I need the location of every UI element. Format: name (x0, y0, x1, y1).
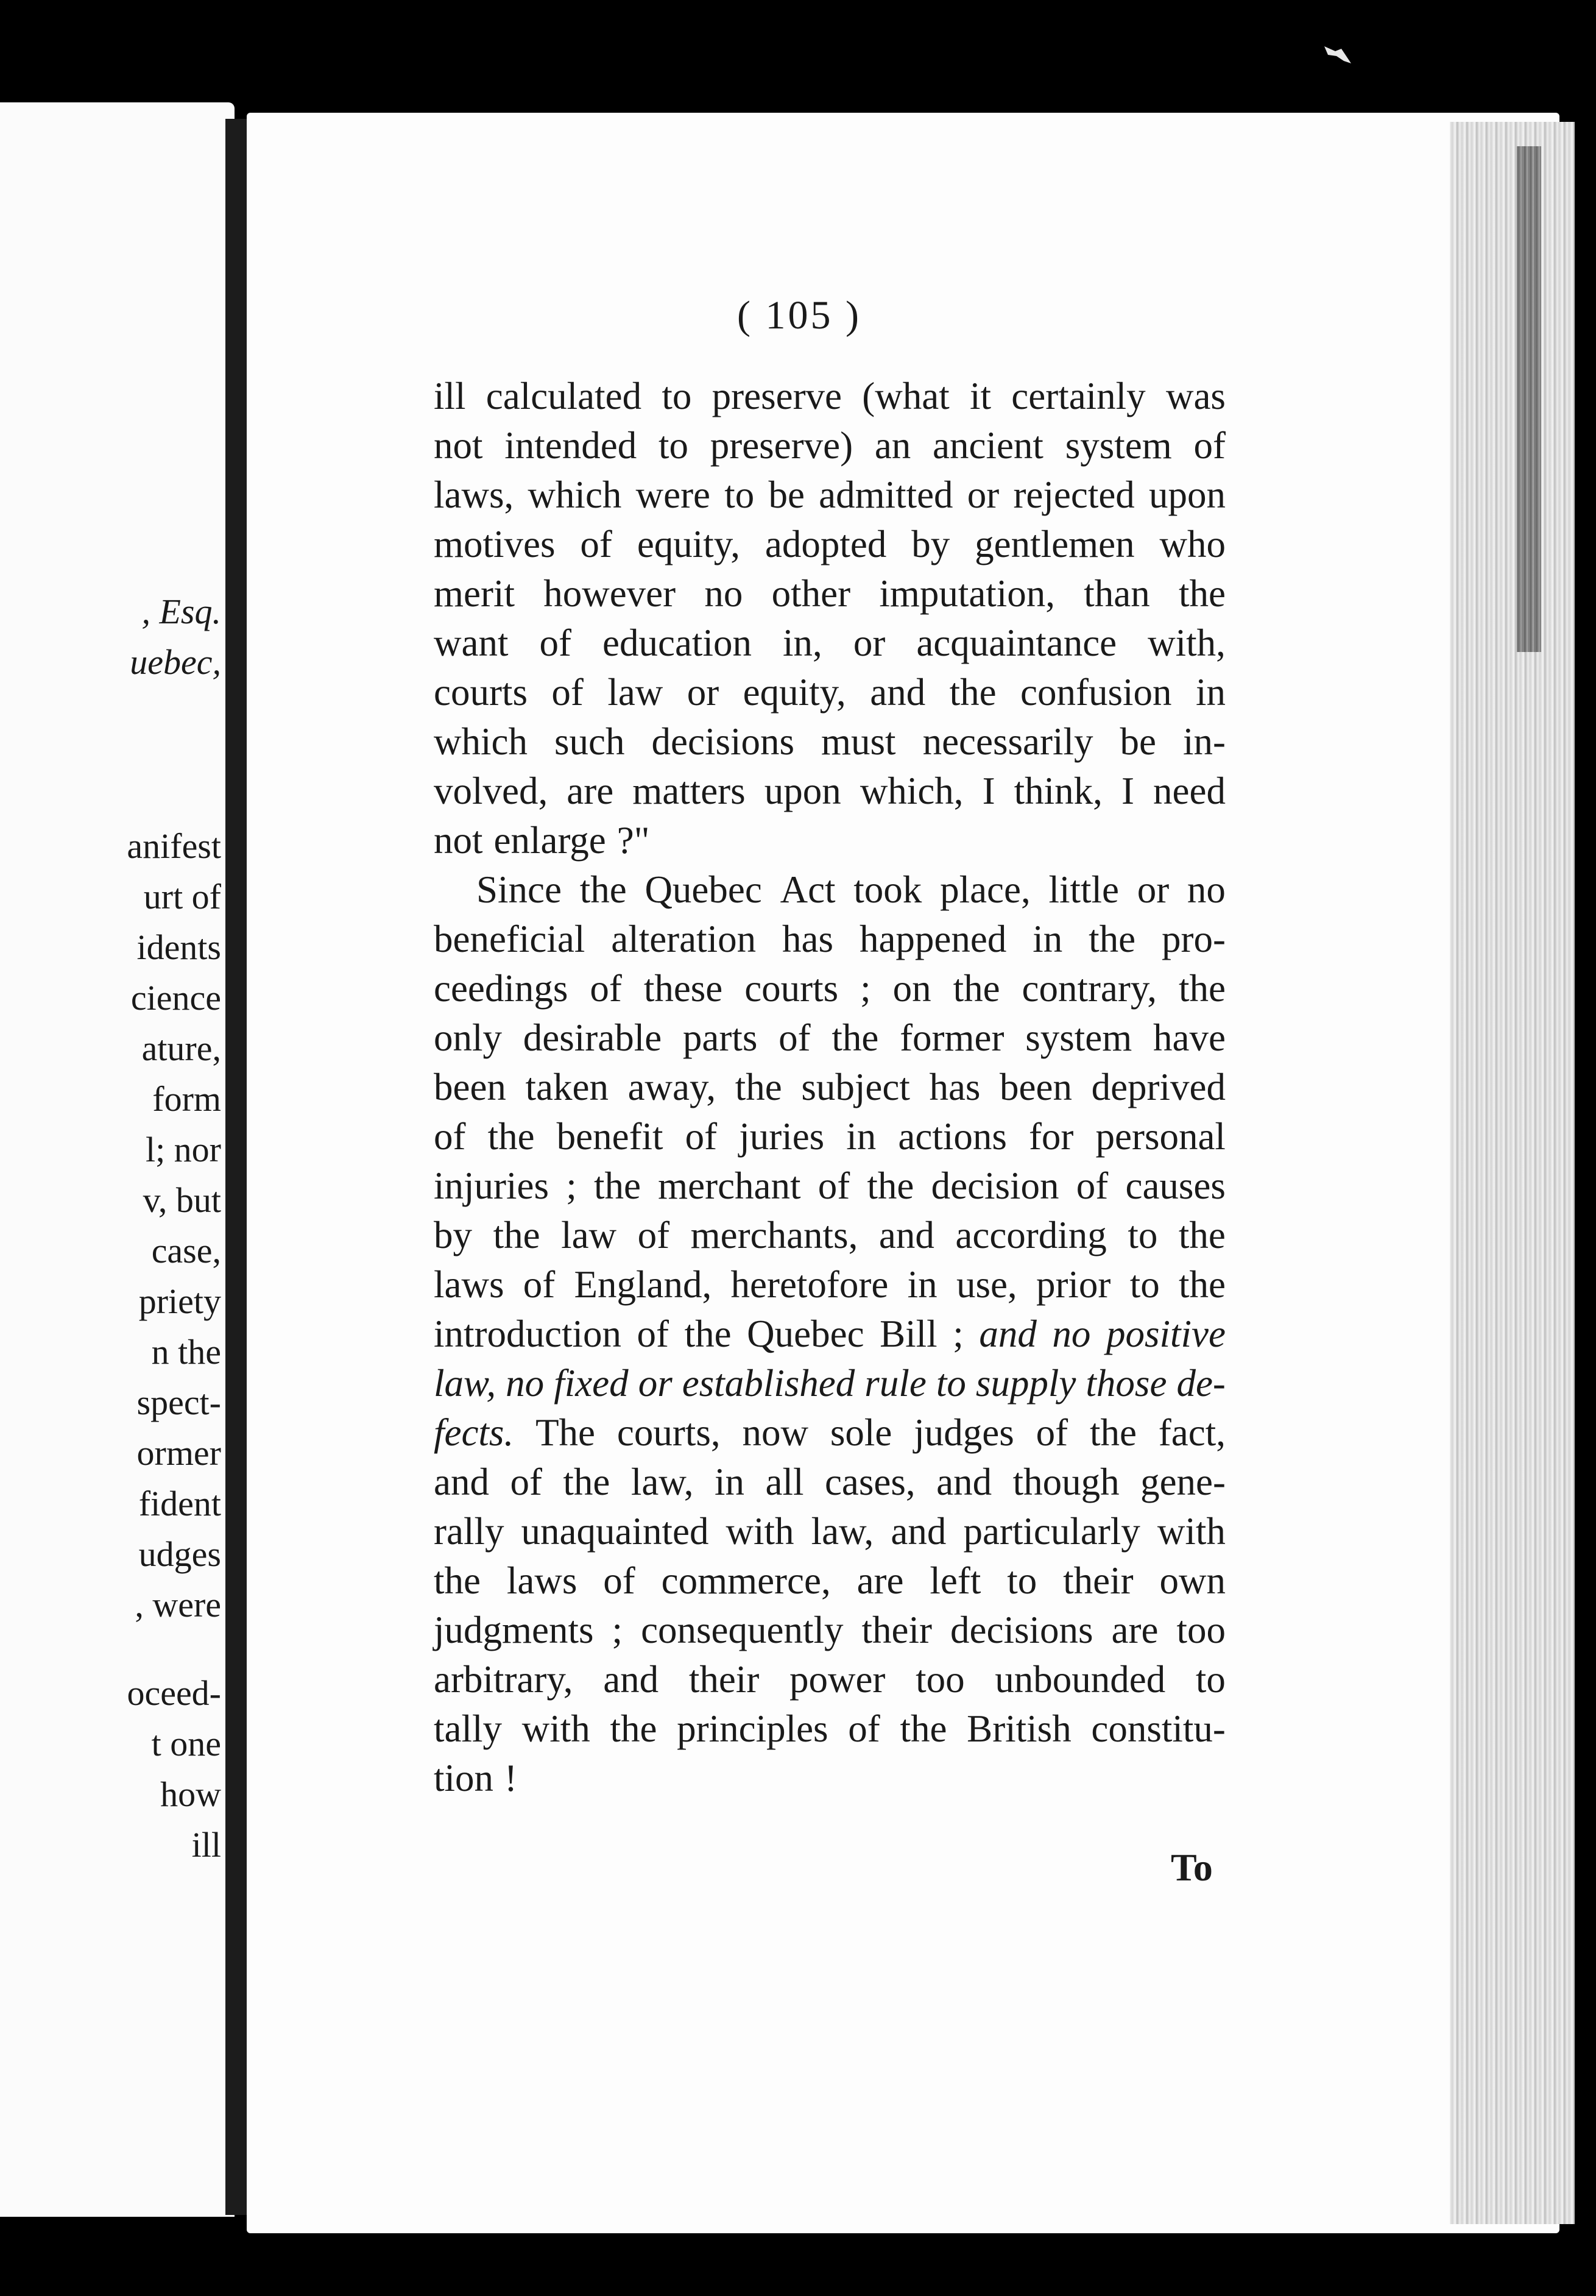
word: by (434, 1214, 472, 1256)
word: or (1137, 868, 1170, 911)
word: and (979, 1313, 1037, 1355)
word: adopted (764, 523, 887, 565)
left-page-line: anifest (127, 826, 221, 866)
word: the (493, 1214, 540, 1256)
word: in (846, 1115, 877, 1158)
left-page-line: how (160, 1774, 221, 1814)
word: in (1195, 671, 1226, 714)
word: I (982, 770, 995, 812)
page-edge-shadow (1517, 146, 1541, 652)
word: which (434, 720, 528, 763)
word: of (1036, 1411, 1068, 1454)
catchword: To (1171, 1846, 1213, 1889)
word: of (848, 1707, 880, 1750)
word: the (487, 1115, 535, 1158)
page-number: ( 105 ) (737, 293, 861, 338)
word: England, (574, 1263, 712, 1306)
word: too (1176, 1609, 1226, 1651)
word: laws (506, 1559, 577, 1602)
word: has (782, 918, 834, 960)
text-line (434, 421, 1226, 470)
word: to (1129, 1263, 1160, 1306)
word: ?" (616, 819, 650, 862)
word: contrary, (1022, 967, 1157, 1010)
word: gentlemen (975, 523, 1135, 565)
word: system (1065, 424, 1172, 467)
word: rule (864, 1362, 927, 1405)
word: consequently (641, 1609, 844, 1651)
word: motives (434, 523, 556, 565)
word: law, (811, 1510, 874, 1553)
word: of (523, 1263, 556, 1306)
word: merchant (658, 1164, 801, 1207)
word: upon (764, 770, 841, 812)
word: parts (682, 1016, 758, 1059)
word: be (768, 473, 805, 516)
text-line (434, 1013, 1226, 1063)
word: with, (1148, 622, 1226, 664)
word: decision (931, 1164, 1059, 1207)
word: the (867, 1164, 914, 1207)
text-line (434, 1063, 1226, 1112)
word: law (607, 671, 663, 714)
word: necessarily (922, 720, 1093, 763)
left-page-line: udges (138, 1534, 221, 1574)
word: merit (434, 572, 515, 615)
word: such (554, 720, 625, 763)
word: other (771, 572, 851, 615)
word: happened (859, 918, 1007, 960)
word: of (510, 1461, 542, 1503)
word: or (853, 622, 886, 664)
left-page-line: urt of (143, 877, 221, 916)
word: these (643, 967, 723, 1010)
word: and (603, 1658, 659, 1701)
left-page-line: ill (191, 1825, 221, 1865)
text-line (434, 372, 1226, 421)
word: particularly (963, 1510, 1140, 1553)
word: their (688, 1658, 760, 1701)
word: rejected (1013, 473, 1135, 516)
left-page-line: oceed- (127, 1673, 221, 1713)
word: matters (632, 770, 746, 812)
word: of (779, 1016, 811, 1059)
word: be (1120, 720, 1156, 763)
word: causes (1125, 1164, 1226, 1207)
text-line (434, 1260, 1226, 1309)
word: ! (504, 1757, 517, 1799)
word: ; (860, 967, 871, 1010)
word: their (1063, 1559, 1134, 1602)
word: sole (830, 1411, 892, 1454)
word: to (724, 473, 755, 516)
word: was (1165, 375, 1226, 417)
word: no (1052, 1313, 1091, 1355)
word: decisions (950, 1609, 1093, 1651)
word: certainly (1011, 375, 1146, 417)
word: of (637, 1214, 670, 1256)
text-line (434, 668, 1226, 717)
word: place, (940, 868, 1031, 911)
word: to (1007, 1559, 1037, 1602)
word: the (832, 1016, 879, 1059)
word: law, (630, 1461, 694, 1503)
word: are (856, 1559, 904, 1602)
word: to (1128, 1214, 1158, 1256)
word: system (1025, 1016, 1132, 1059)
word: preserve (711, 375, 842, 417)
text-line (434, 1704, 1226, 1754)
word: took (853, 868, 922, 911)
word: acquaintance (916, 622, 1117, 664)
text-line (434, 1408, 1226, 1458)
word: need (1153, 770, 1226, 812)
word: the (1178, 1214, 1226, 1256)
word: ill (434, 375, 466, 417)
word: has (929, 1066, 981, 1108)
word: rally (434, 1510, 504, 1553)
word: desirable (523, 1016, 662, 1059)
word: the (593, 1164, 641, 1207)
word: de- (1176, 1362, 1226, 1405)
left-page-line: spect- (136, 1383, 221, 1422)
text-line (434, 1359, 1226, 1408)
word: courts (744, 967, 839, 1010)
corner-mark-icon (1323, 43, 1352, 67)
word: their (861, 1609, 932, 1651)
word: and (891, 1510, 947, 1553)
word: juries (739, 1115, 825, 1158)
text-line (434, 915, 1226, 964)
word: gene- (1140, 1461, 1226, 1503)
word: to (1195, 1658, 1226, 1701)
word: of (551, 671, 584, 714)
word: calculated (486, 375, 642, 417)
text-line (434, 1507, 1226, 1556)
word: own (1159, 1559, 1226, 1602)
word: established (682, 1362, 855, 1405)
word: Act (780, 868, 836, 911)
word: with (1157, 1510, 1226, 1553)
text-line (434, 865, 1226, 915)
word: the (1089, 1411, 1137, 1454)
word: to (936, 1362, 966, 1405)
word: I (1121, 770, 1134, 812)
word: heretofore (730, 1263, 889, 1306)
word: of (817, 1164, 850, 1207)
word: ; (612, 1609, 623, 1651)
word: tion (434, 1757, 494, 1799)
word: been (1000, 1066, 1072, 1108)
word: than (1084, 572, 1150, 615)
word: though (1012, 1461, 1120, 1503)
word: and (434, 1461, 489, 1503)
left-page-line: , were (135, 1585, 221, 1625)
word: courts, (616, 1411, 721, 1454)
word: ; (566, 1164, 577, 1207)
text-line (434, 1161, 1226, 1211)
page-edges (1450, 122, 1575, 2224)
word: commerce, (661, 1559, 831, 1602)
word: law (561, 1214, 617, 1256)
text-line (434, 1556, 1226, 1606)
text-line (434, 816, 1226, 865)
word: been (434, 1066, 506, 1108)
word: laws (434, 1263, 504, 1306)
word: on (892, 967, 931, 1010)
word: beneficial (434, 918, 585, 960)
word: no (1187, 868, 1226, 911)
word: in (907, 1263, 937, 1306)
word: Quebec (747, 1313, 864, 1355)
word: to (662, 375, 692, 417)
word: are (567, 770, 614, 812)
body-text (434, 372, 1226, 1803)
word: which, (860, 770, 964, 812)
word: Bill (880, 1313, 937, 1355)
word: personal (1095, 1115, 1226, 1158)
word: have (1153, 1016, 1226, 1059)
left-page-line: fident (138, 1484, 221, 1523)
word: the (579, 868, 627, 911)
word: of (590, 967, 622, 1010)
word: intended (504, 424, 637, 467)
word: laws, (434, 473, 514, 516)
word: by (911, 523, 950, 565)
word: of (603, 1559, 635, 1602)
word: arbitrary, (434, 1658, 573, 1701)
word: use, (956, 1263, 1017, 1306)
word: the (1179, 1263, 1226, 1306)
word: however (543, 572, 676, 615)
word: the (735, 1066, 782, 1108)
word: decisions (651, 720, 794, 763)
left-page-line: cience (130, 978, 221, 1018)
word: those (1086, 1362, 1167, 1405)
text-line (434, 470, 1226, 520)
word: of (580, 523, 612, 565)
word: who (1159, 523, 1226, 565)
word: in- (1182, 720, 1226, 763)
word: in, (783, 622, 822, 664)
word: and (878, 1214, 934, 1256)
text-line (434, 618, 1226, 668)
left-page-line: ature, (141, 1029, 221, 1068)
text-line (434, 1458, 1226, 1507)
word: pro- (1162, 918, 1226, 960)
word: ceedings (434, 967, 568, 1010)
left-page-line: priety (138, 1281, 221, 1321)
text-line (434, 569, 1226, 618)
word: the (953, 967, 1000, 1010)
word: merchants, (690, 1214, 858, 1256)
word: fixed (554, 1362, 629, 1405)
word: think, (1014, 770, 1103, 812)
word: judgments (434, 1609, 594, 1651)
word: not (434, 424, 483, 467)
word: British (967, 1707, 1072, 1750)
text-line (434, 1754, 1226, 1803)
word: now (742, 1411, 808, 1454)
word: subject (801, 1066, 910, 1108)
word: unaquainted (521, 1510, 709, 1553)
word: of (685, 1115, 718, 1158)
word: were (635, 473, 711, 516)
word: the (1178, 967, 1226, 1010)
word: principles (677, 1707, 828, 1750)
word: imputation, (879, 572, 1056, 615)
text-line (434, 1606, 1226, 1655)
word: law, (434, 1362, 496, 1405)
word: in (1033, 918, 1063, 960)
word: to (658, 424, 688, 467)
word: the (563, 1461, 610, 1503)
word: the (684, 1313, 732, 1355)
word: of (1076, 1164, 1109, 1207)
word: the (1179, 572, 1226, 615)
left-page-line: uebec, (130, 642, 221, 682)
text-line (434, 520, 1226, 569)
left-page-line: case, (151, 1231, 221, 1270)
word: prior (1036, 1263, 1111, 1306)
left-page (0, 102, 235, 2217)
word: the (610, 1707, 657, 1750)
word: want (434, 622, 509, 664)
word: confusion (1020, 671, 1172, 714)
word: enlarge (493, 819, 606, 862)
word: power (789, 1658, 886, 1701)
left-page-line: ormer (136, 1433, 221, 1473)
word: of (1193, 424, 1226, 467)
left-page-line: v, but (143, 1180, 221, 1220)
word: away, (627, 1066, 716, 1108)
word: not (434, 819, 483, 862)
left-page-line: t one (151, 1724, 221, 1763)
word: ancient (933, 424, 1043, 467)
word: of (434, 1115, 466, 1158)
word: fects. (434, 1411, 514, 1454)
word: Since (476, 868, 562, 911)
word: deprived (1091, 1066, 1226, 1108)
word: the (434, 1559, 481, 1602)
text-line (434, 717, 1226, 767)
word: volved, (434, 770, 548, 812)
word: of (637, 1313, 669, 1355)
word: no (704, 572, 743, 615)
word: courts (434, 671, 528, 714)
word: actions (898, 1115, 1007, 1158)
word: and (870, 671, 926, 714)
left-page-line: idents (136, 927, 221, 967)
text-line (434, 1655, 1226, 1704)
word: supply (975, 1362, 1076, 1405)
word: upon (1149, 473, 1226, 516)
word: for (1028, 1115, 1074, 1158)
left-page-line: l; nor (145, 1130, 221, 1169)
word: or (687, 671, 719, 714)
word: education (602, 622, 752, 664)
word: preserve) (710, 424, 853, 467)
word: it (970, 375, 992, 417)
word: former (900, 1016, 1005, 1059)
word: all (765, 1461, 804, 1503)
word: little (1048, 868, 1119, 911)
word: which (528, 473, 622, 516)
word: equity, (637, 523, 740, 565)
left-page-line: n the (151, 1332, 221, 1372)
word: or (967, 473, 1000, 516)
word: or (638, 1362, 673, 1405)
word: constitu- (1091, 1707, 1226, 1750)
word: and (936, 1461, 992, 1503)
word: with (726, 1510, 794, 1553)
word: judges (914, 1411, 1014, 1454)
word: only (434, 1016, 503, 1059)
text-line (434, 1211, 1226, 1260)
word: tally (434, 1707, 502, 1750)
text-line (434, 767, 1226, 816)
word: the (900, 1707, 947, 1750)
word: alteration (611, 918, 757, 960)
word: according (955, 1214, 1107, 1256)
word: positive (1106, 1313, 1226, 1355)
word: an (874, 424, 911, 467)
word: the (1089, 918, 1136, 960)
word: injuries (434, 1164, 549, 1207)
word: are (1111, 1609, 1159, 1651)
word: unbounded (995, 1658, 1166, 1701)
word: of (539, 622, 571, 664)
word: The (535, 1411, 596, 1454)
word: equity, (743, 671, 846, 714)
word: left (930, 1559, 981, 1602)
word: the (949, 671, 997, 714)
word: taken (525, 1066, 609, 1108)
left-page-line: form (152, 1079, 221, 1119)
text-line (434, 1309, 1226, 1359)
word: with (521, 1707, 590, 1750)
word: fact, (1158, 1411, 1226, 1454)
word: introduction (434, 1313, 621, 1355)
word: no (506, 1362, 545, 1405)
word: cases, (824, 1461, 916, 1503)
word: in (714, 1461, 744, 1503)
word: (what (862, 375, 950, 417)
text-line (434, 1112, 1226, 1161)
word: ; (953, 1313, 964, 1355)
text-line (434, 964, 1226, 1013)
left-page-line: , Esq. (141, 592, 221, 631)
word: admitted (819, 473, 953, 516)
word: too (916, 1658, 965, 1701)
word: benefit (556, 1115, 663, 1158)
word: Quebec (644, 868, 762, 911)
word: must (821, 720, 896, 763)
